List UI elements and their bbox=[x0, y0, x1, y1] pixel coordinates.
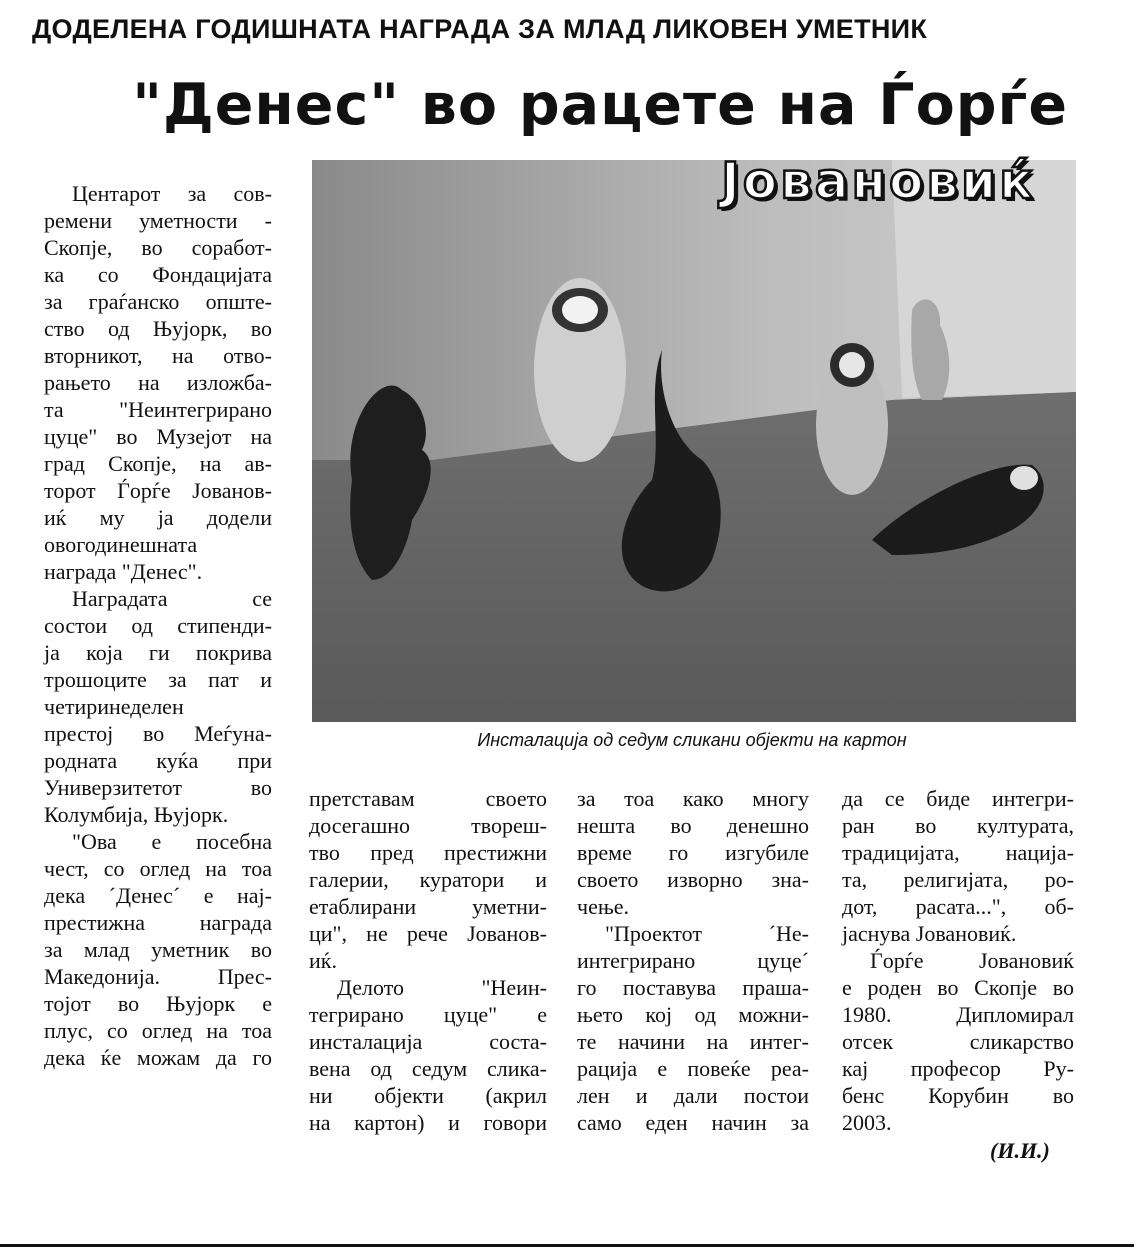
article-line: галерии, куратори и bbox=[309, 867, 547, 892]
article-line: та "Неинтегрирано bbox=[44, 397, 272, 422]
article-line: лен и дали постои bbox=[577, 1083, 809, 1108]
main-headline: "Денес" во рацете на Ѓорѓе bbox=[132, 72, 1068, 138]
article-line: иќ. bbox=[309, 948, 337, 973]
article-column-2 bbox=[309, 785, 547, 1136]
article-line: торот Ѓорѓе Јованов- bbox=[44, 478, 272, 503]
article-line: е роден во Скопје во bbox=[842, 975, 1074, 1000]
article-line: јаснува Јовановиќ. bbox=[842, 921, 1017, 946]
article-line: ци", не рече Јованов- bbox=[309, 921, 547, 946]
article-line: состои од стипенди- bbox=[44, 613, 272, 638]
article-line: овогодинешната bbox=[44, 532, 198, 557]
article-line: ство од Њујорк, во bbox=[44, 316, 272, 341]
article-line: време го изгубиле bbox=[577, 840, 809, 865]
article-line: плус, со оглед на тоа bbox=[44, 1018, 272, 1043]
article-line: Делото "Неин- bbox=[337, 975, 547, 1000]
article-line: чест, со оглед на тоа bbox=[44, 856, 272, 881]
photo-caption: Инсталација од седум сликани објекти на картон bbox=[477, 730, 907, 750]
article-line: традицијата, нација- bbox=[842, 840, 1074, 865]
author-signature: (И.И.) bbox=[990, 1138, 1050, 1163]
bottom-rule bbox=[0, 1244, 1134, 1247]
article-line: бенс Корубин во bbox=[842, 1083, 1074, 1108]
article-line: Скопје, во соработ- bbox=[44, 235, 272, 260]
headline-artist-name: Јовановиќ bbox=[721, 152, 1036, 210]
article-column-1 bbox=[44, 180, 272, 1071]
article-line: Македонија. Прес- bbox=[44, 964, 272, 989]
article-line: чење. bbox=[577, 894, 630, 919]
article-line: за граѓанско опште- bbox=[44, 289, 272, 314]
article-line: интегрирано цуце´ bbox=[577, 948, 809, 973]
article-line: награда "Денес". bbox=[44, 559, 203, 584]
article-line: инсталација состa- bbox=[309, 1029, 547, 1054]
article-line: да се биде интегри- bbox=[842, 786, 1074, 811]
article-line: досегашно твореш- bbox=[309, 813, 547, 838]
article-line: та, религијата, ро- bbox=[842, 867, 1074, 892]
article-line: отсек сликарство bbox=[842, 1029, 1074, 1054]
article-line: родната куќа при bbox=[44, 748, 272, 773]
article-line: 2003. bbox=[842, 1110, 892, 1135]
article-line: го поставува праша- bbox=[577, 975, 809, 1000]
article-line: за млад уметник во bbox=[44, 937, 272, 962]
article-column-3 bbox=[577, 785, 809, 1136]
article-line: ка со Фондацијата bbox=[44, 262, 272, 287]
article-line: четиринеделен bbox=[44, 694, 184, 719]
article-line: те начини на интег- bbox=[577, 1029, 809, 1054]
article-line: њето кој од можни- bbox=[577, 1002, 809, 1027]
article-line: Центарот за сов- bbox=[72, 181, 272, 206]
article-line: дека ќе можам да го bbox=[44, 1045, 272, 1070]
article-line: Наградата се bbox=[72, 586, 272, 611]
article-column-4 bbox=[842, 785, 1074, 1136]
article-line: цуце" во Музејот на bbox=[44, 424, 272, 449]
article-line: престижна награда bbox=[44, 910, 272, 935]
article-line: рањето на изложба- bbox=[44, 370, 272, 395]
article-line: дот, расата...", об- bbox=[842, 894, 1074, 919]
article-line: етаблирани уметни- bbox=[309, 894, 547, 919]
article-line: вена од седум слика- bbox=[309, 1056, 547, 1081]
article-line: "Проектот ´Не- bbox=[605, 921, 809, 946]
kicker-headline: ДОДЕЛЕНА ГОДИШНАТА НАГРАДА ЗА МЛАД ЛИКОВЕН УМЕТНИК bbox=[32, 14, 928, 44]
article-line: за тоа како многу bbox=[577, 786, 809, 811]
article-line: вторникот, на отво- bbox=[44, 343, 272, 368]
article-line: "Ова е посебна bbox=[72, 829, 272, 854]
article-line: на картон) и говори bbox=[309, 1110, 547, 1135]
article-line: претставам своето bbox=[309, 786, 547, 811]
article-line: тегрирано цуце" е bbox=[309, 1002, 547, 1027]
article-line: ремени уметности - bbox=[44, 208, 272, 233]
article-line: Универзитетот во bbox=[44, 775, 272, 800]
article-line: само еден начин за bbox=[577, 1110, 809, 1135]
article-line: тво пред престижни bbox=[309, 840, 547, 865]
article-line: ни објекти (акрил bbox=[309, 1083, 547, 1108]
article-line: тојот во Њујорк е bbox=[44, 991, 272, 1016]
article-line: ран во културата, bbox=[842, 813, 1074, 838]
article-line: 1980. Дипломирал bbox=[842, 1002, 1074, 1027]
article-line: трошоците за пат и bbox=[44, 667, 272, 692]
article-line: престој во Меѓуна- bbox=[44, 721, 272, 746]
article-line: ја која ги покрива bbox=[44, 640, 272, 665]
article-line: Ѓорѓе Јовановиќ bbox=[870, 948, 1074, 973]
article-line: кај професор Ру- bbox=[842, 1056, 1074, 1081]
article-line: нешта во денешно bbox=[577, 813, 809, 838]
article-line: своето изворно зна- bbox=[577, 867, 809, 892]
article-line: Колумбија, Њујорк. bbox=[44, 802, 229, 827]
article-line: иќ му ја додели bbox=[44, 505, 272, 530]
article-line: град Скопје, на ав- bbox=[44, 451, 272, 476]
installation-photo bbox=[312, 160, 1076, 722]
article-line: рација е повеќе реа- bbox=[577, 1056, 809, 1081]
article-line: дека ´Денес´ е нај- bbox=[44, 883, 272, 908]
